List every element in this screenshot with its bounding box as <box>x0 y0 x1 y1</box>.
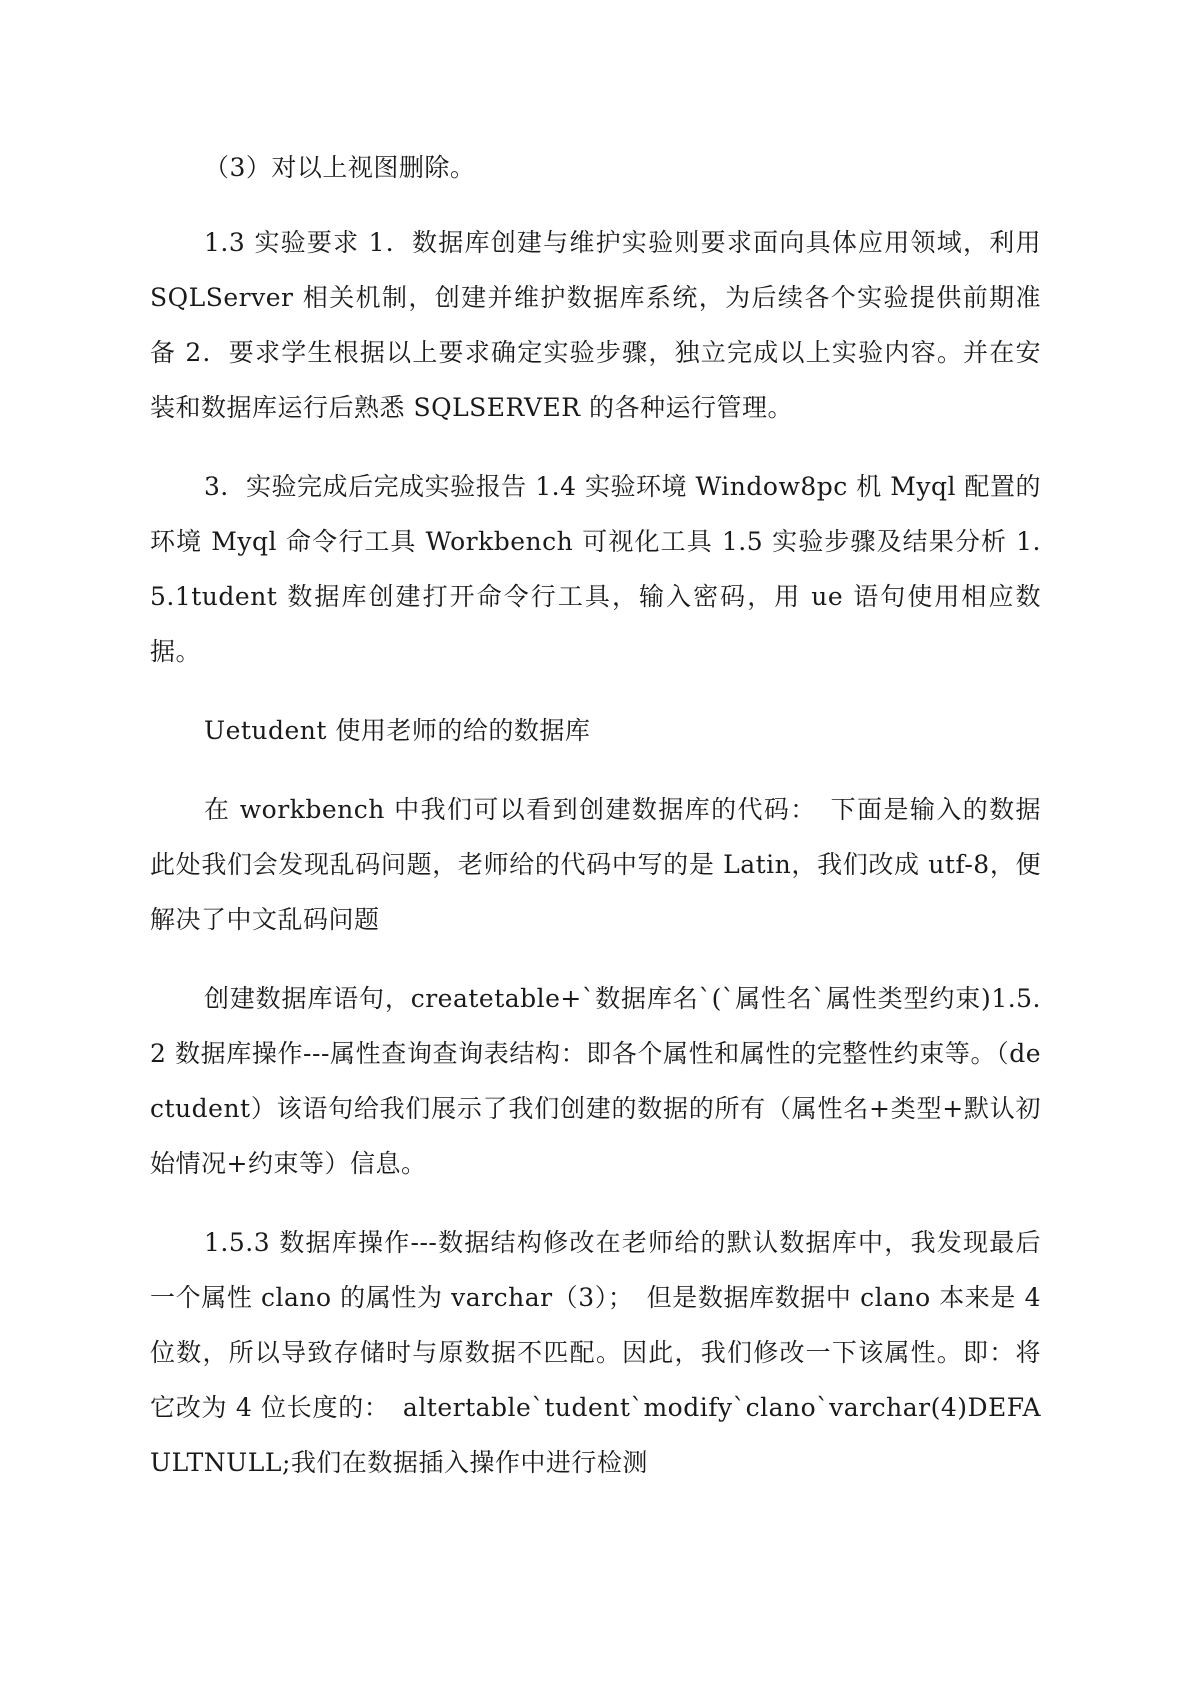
paragraph-experiment-environment: 3．实验完成后完成实验报告 1.4 实验环境 Window8pc 机 Myql 配置的环境 Myql 命令行工具 Workbench 可视化工具 1.5 实验步骤及结果分析 1.5.1tudent 数据库创建打开命令行工具，输入密码，用 ue 语句使用相应数据。 <box>150 472 1041 666</box>
paragraph-use-database: Uetudent 使用老师的给的数据库 <box>204 716 591 745</box>
paragraph-experiment-requirements: 1.3 实验要求 1．数据库创建与维护实验则要求面向具体应用领域，利用 SQLServer 相关机制，创建并维护数据库系统，为后续各个实验提供前期准备 2．要求学生根据以上要求确定实验步骤，独立完成以上实验内容。并在安装和数据库运行后熟悉 SQLSERVER 的各种运行管理。 <box>150 228 1041 422</box>
paragraph-create-table: 创建数据库语句，createtable+`数据库名`(`属性名`属性类型约束)1.5.2 数据库操作---属性查询查询表结构：即各个属性和属性的完整性约束等。（dectudent）该语句给我们展示了我们创建的数据的所有（属性名+类型+默认初始情况+约束等）信息。 <box>150 984 1041 1178</box>
paragraph-workbench-encoding: 在 workbench 中我们可以看到创建数据库的代码： 下面是输入的数据此处我们会发现乱码问题，老师给的代码中写的是 Latin，我们改成 utf-8，便解决了中文乱码问题 <box>150 795 1041 934</box>
paragraph-modify-structure: 1.5.3 数据库操作---数据结构修改在老师给的默认数据库中，我发现最后一个属性 clano 的属性为 varchar（3）； 但是数据库数据中 clano 本来是 4 位数，所以导致存储时与原数据不匹配。因此，我们修改一下该属性。即：将它改为 4 位长度的： altertable`tudent`modify`clano`varchar(4)DEFAULTNULL;我们在数据插入操作中进行检测 <box>150 1228 1041 1477</box>
paragraph-view-delete: （3）对以上视图删除。 <box>204 153 476 182</box>
